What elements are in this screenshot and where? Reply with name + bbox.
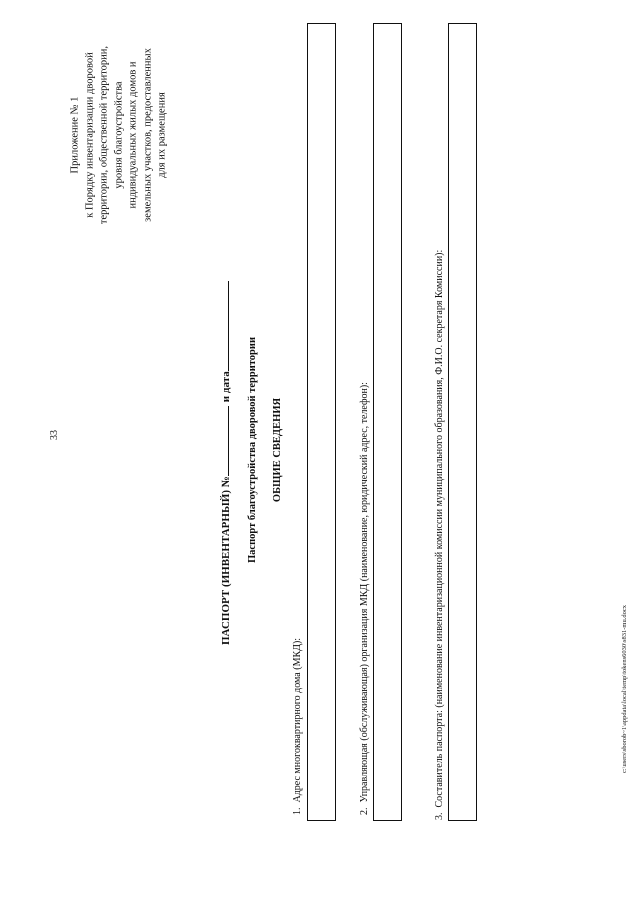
section-heading: ОБЩИЕ СВЕДЕНИЯ xyxy=(272,397,283,503)
appendix-line: уровня благоустройства xyxy=(113,81,124,189)
footer-file-path: c:\users\sborob~1\appdata\local\temp\tokens6030\s831-mu.docx xyxy=(621,605,628,773)
passport-subtitle: Паспорт благоустройства дворовой территории xyxy=(247,337,258,563)
field-number: 2. xyxy=(359,807,370,815)
field-1-label xyxy=(292,490,303,815)
page-number: 33 xyxy=(49,430,60,440)
field-3-box[interactable] xyxy=(448,23,477,821)
field-3-label xyxy=(434,60,445,820)
passport-number-blank xyxy=(218,406,229,476)
appendix-line: индивидуальных жилых домов и xyxy=(127,61,139,209)
appendix-line: земельных участков, предоставленных xyxy=(142,48,153,222)
field-number: 3. xyxy=(434,812,445,820)
field-2-box[interactable] xyxy=(373,23,402,821)
passport-title-mid: и дата xyxy=(220,371,232,403)
field-number: 1. xyxy=(292,807,303,815)
passport-date-blank xyxy=(218,281,229,371)
passport-title-prefix: ПАСПОРТ (ИНВЕНТАРНЫЙ) № xyxy=(220,476,232,645)
field-text: Адрес многоквартирного дома (МКД): xyxy=(292,637,303,803)
appendix-line: для их размещения xyxy=(156,92,168,178)
field-2-label xyxy=(359,235,370,815)
field-1-box[interactable] xyxy=(307,23,336,821)
appendix-line: к Порядку инвентаризации дворовой xyxy=(84,52,95,218)
field-text: Управляющая (обслуживающая) организация МКД (наименование, юридический адрес, телефон): xyxy=(359,382,370,803)
passport-title xyxy=(218,245,232,645)
field-text: Составитель паспорта: (наименование инвентаризационной комиссии муниципального образования, Ф.И.О. секретаря Комиссии): xyxy=(434,249,445,808)
appendix-line: территории, общественной территории, xyxy=(98,45,110,225)
appendix-block xyxy=(69,30,171,240)
appendix-title: Приложение № 1 xyxy=(69,96,81,174)
